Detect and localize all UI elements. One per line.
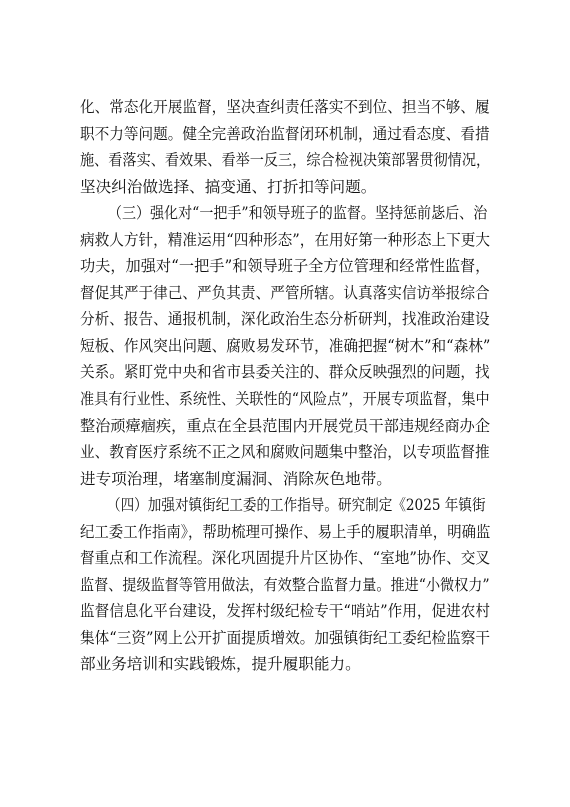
text-line: 督重点和工作流程。深化巩固提升片区协作、“室地”协作、交叉 bbox=[80, 549, 490, 568]
text-line: 分析、报告、通报机制，深化政治生态分析研判，找准政治建设 bbox=[80, 310, 490, 329]
text-line: 功夫，加强对“一把手”和领导班子全方位管理和经常性监督， bbox=[80, 257, 491, 276]
body-text bbox=[80, 94, 490, 678]
text-line: 督促其严于律己、严负其责、严管所辖。认真落实信访举报综合 bbox=[80, 283, 490, 302]
text-line: 准具有行业性、系统性、关联性的“风险点”，开展专项监督，集中 bbox=[80, 390, 490, 409]
text-line: 进专项治理，堵塞制度漏洞、消除灰色地带。 bbox=[80, 469, 392, 488]
text-line: 病救人方针，精准运用“四种形态”，在用好第一种形态上下更大 bbox=[80, 230, 490, 249]
text-line: 集体“三资”网上公开扩面提质增效。加强镇街纪工委纪检监察干 bbox=[80, 628, 490, 647]
text-line: 短板、作风突出问题、腐败易发环节，准确把握“树木”和“森林” bbox=[80, 336, 491, 355]
text-line: 施、看落实、看效果、看举一反三，综合检视决策部署贯彻情况， bbox=[80, 151, 491, 170]
text-line: 关系。紧盯党中央和省市县委关注的、群众反映强烈的问题，找 bbox=[80, 363, 490, 382]
text-line: 纪工委工作指南》，帮助梳理可操作、易上手的履职清单，明确监 bbox=[80, 522, 491, 541]
text-line: 监督、提级监督等管用做法，有效整合监督力量。推进“小微权力” bbox=[80, 575, 490, 594]
text-line: 部业务培训和实践锻炼，提升履职能力。 bbox=[80, 655, 361, 674]
text-line: 业、教育医疗系统不正之风和腐败问题集中整治，以专项监督推 bbox=[80, 443, 490, 462]
section-heading-line: （四）加强对镇街纪工委的工作指导。研究制定《2025 年镇街 bbox=[107, 496, 486, 515]
text-line: 整治顽瘴痼疾，重点在全县范围内开展党员干部违规经商办企 bbox=[80, 416, 491, 435]
section-heading-line: （三）强化对“一把手”和领导班子的监督。坚持惩前毖后、治 bbox=[107, 204, 488, 223]
text-line: 坚决纠治做选择、搞变通、打折扣等问题。 bbox=[80, 177, 377, 196]
text-line: 化、常态化开展监督，坚决查纠责任落实不到位、担当不够、履 bbox=[80, 98, 490, 116]
text-line: 监督信息化平台建设，发挥村级纪检专干“哨站”作用，促进农村 bbox=[80, 602, 490, 621]
text-line: 职不力等问题。健全完善政治监督闭环机制，通过看态度、看措 bbox=[80, 124, 490, 143]
